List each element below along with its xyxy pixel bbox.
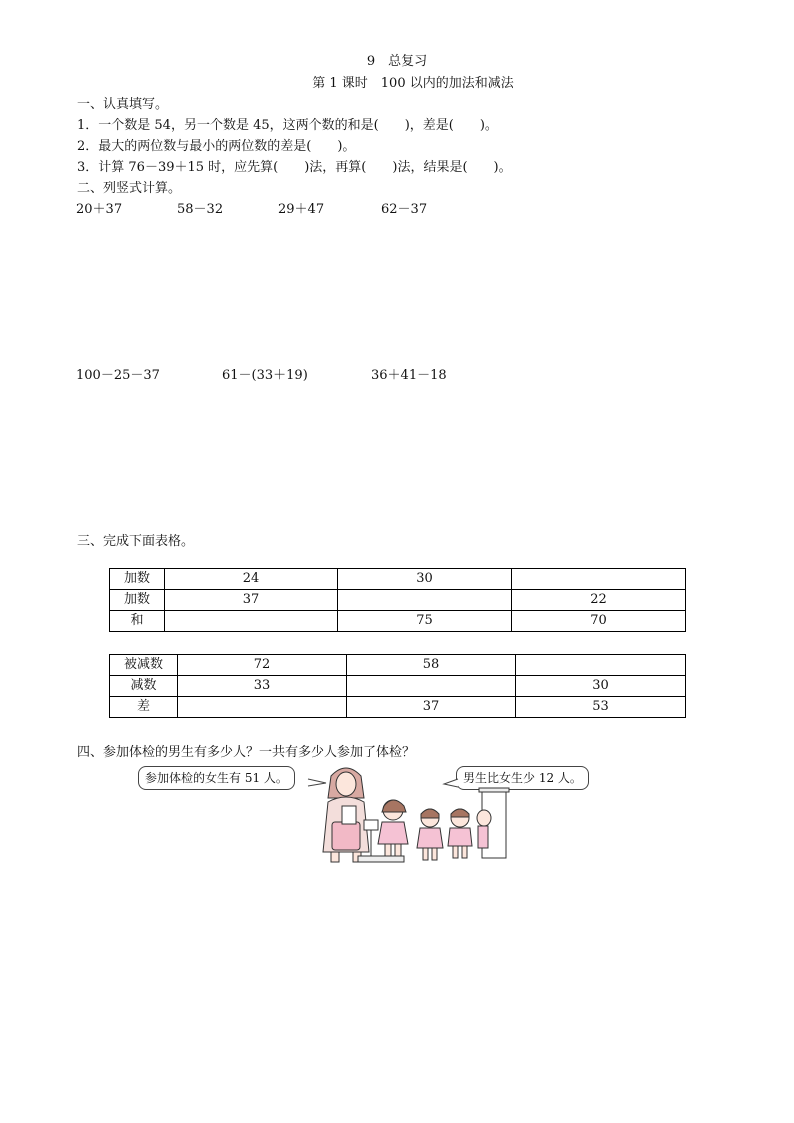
table-cell: 30: [516, 676, 686, 697]
table-cell: 37: [165, 590, 338, 611]
lesson-title: 第 1 课时 100 以内的加法和减法: [312, 76, 514, 91]
table-cell: 75: [338, 611, 512, 632]
calc-item: 61－(33＋19): [222, 368, 308, 383]
table-row: [110, 676, 686, 697]
child-figure: [448, 809, 472, 858]
calc-item: 29＋47: [278, 202, 325, 217]
calc-item: 36＋41－18: [371, 368, 447, 383]
child-figure: [417, 809, 443, 860]
speech-bubble-right: 男生比女生少 12 人。: [456, 766, 589, 790]
table-cell[interactable]: [338, 590, 512, 611]
subtraction-table: [109, 654, 686, 718]
speech-bubble-left: 参加体检的女生有 51 人。: [138, 766, 295, 790]
table-row: [110, 611, 686, 632]
table-cell: 72: [178, 655, 347, 676]
chapter-title: 9 总复习: [366, 54, 428, 69]
calc-item: 100－25－37: [76, 368, 160, 383]
section-2-heading: 二、列竖式计算。: [77, 181, 182, 196]
table-row: [110, 590, 686, 611]
girl-figure: [378, 800, 408, 856]
table-cell: 差: [110, 697, 178, 718]
checkup-illustration: [138, 762, 618, 868]
table-cell: 53: [516, 697, 686, 718]
table-cell: 加数: [110, 590, 165, 611]
section-1-heading: 一、认真填写。: [77, 97, 169, 112]
table-cell: 30: [338, 569, 512, 590]
table-cell[interactable]: [178, 697, 347, 718]
addition-table: [109, 568, 686, 632]
table-cell: 减数: [110, 676, 178, 697]
door-figure: [477, 788, 509, 858]
section-4-heading: 四、参加体检的男生有多少人？一共有多少人参加了体检？: [77, 745, 416, 760]
question-1: 1．一个数是 54，另一个数是 45，这两个数的和是( )，差是( )。: [77, 118, 498, 133]
teacher-figure: [323, 768, 369, 862]
table-cell: 37: [347, 697, 516, 718]
question-2: 2．最大的两位数与最小的两位数的差是( )。: [77, 139, 356, 154]
table-cell: 33: [178, 676, 347, 697]
calc-item: 62－37: [381, 202, 428, 217]
question-3: 3．计算 76－39＋15 时，应先算( )法，再算( )法，结果是( )。: [77, 160, 512, 175]
table-row: [110, 569, 686, 590]
calc-item: 20＋37: [76, 202, 123, 217]
section-3-heading: 三、完成下面表格。: [77, 534, 195, 549]
table-cell: 70: [512, 611, 686, 632]
table-cell: 和: [110, 611, 165, 632]
table-row: [110, 655, 686, 676]
table-cell: 58: [347, 655, 516, 676]
table-row: [110, 697, 686, 718]
table-cell: 被减数: [110, 655, 178, 676]
checkup-scene-drawing: [138, 762, 618, 868]
table-cell[interactable]: [165, 611, 338, 632]
table-cell: 24: [165, 569, 338, 590]
table-cell[interactable]: [347, 676, 516, 697]
table-cell: 加数: [110, 569, 165, 590]
calc-item: 58－32: [177, 202, 224, 217]
table-cell[interactable]: [512, 569, 686, 590]
table-cell[interactable]: [516, 655, 686, 676]
table-cell: 22: [512, 590, 686, 611]
